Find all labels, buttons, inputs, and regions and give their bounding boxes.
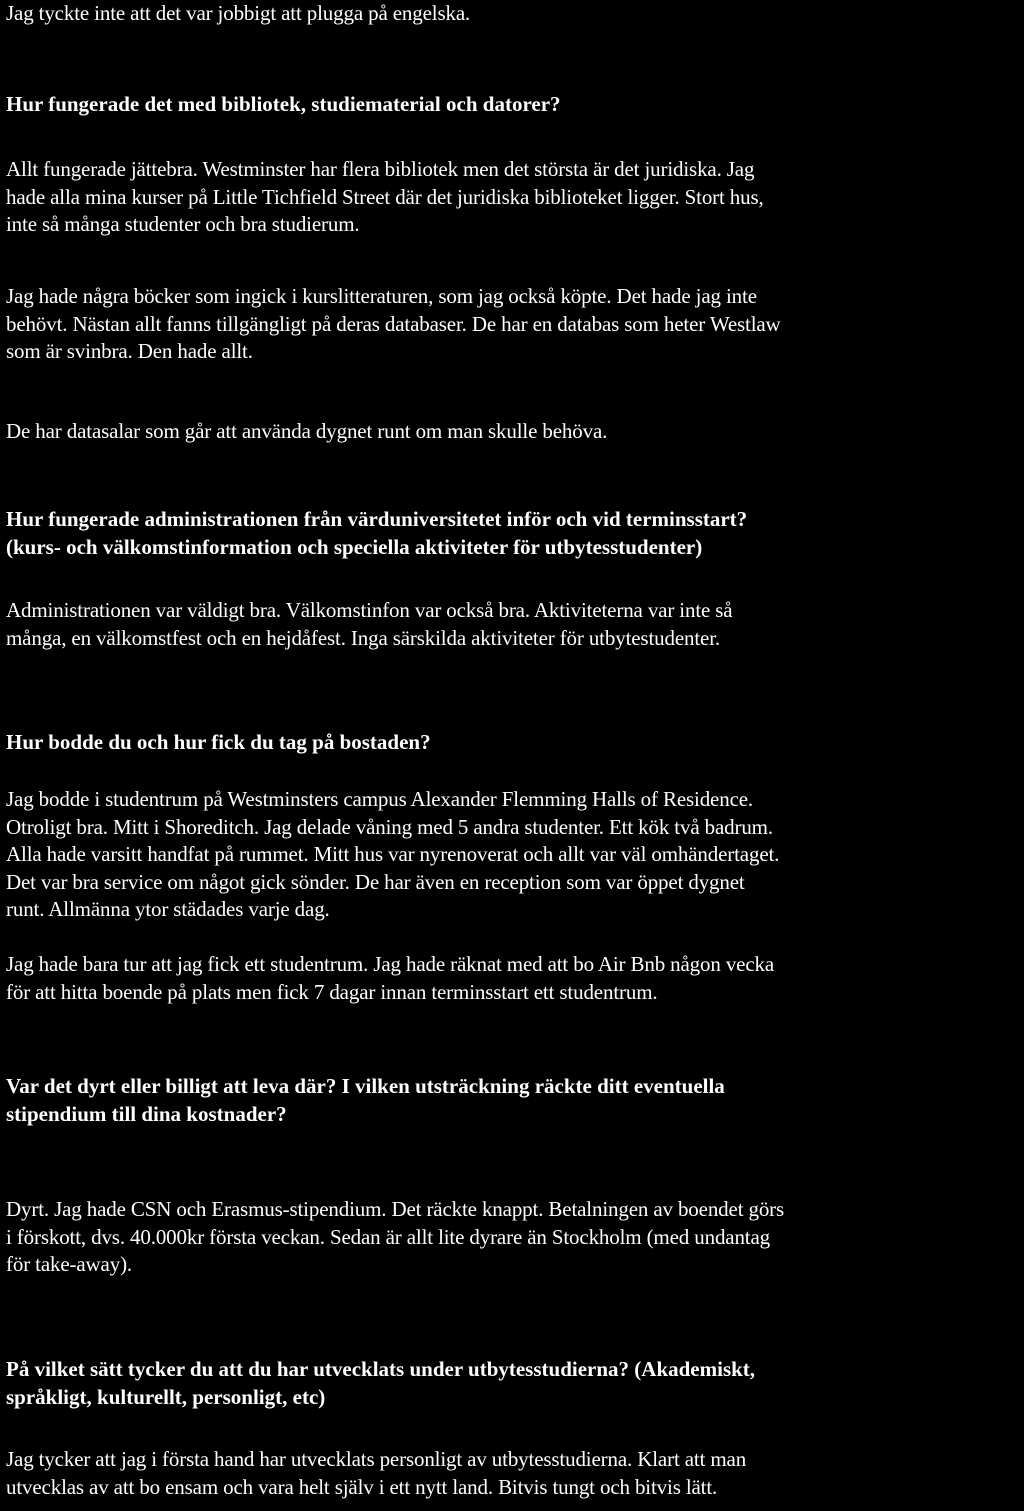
answer-library-paragraph-1: Allt fungerade jättebra. Westminster har flera bibliotek men det största är det juridiska. Jag hade alla mina kurser på Little Tichfield Street där det juridiska biblioteket ligger. Stort hus, inte så många studenter och bra studierum. xyxy=(6,157,764,236)
question-development: På vilket sätt tycker du att du har utvecklats under utbytesstudierna? (Akademiskt, språkligt, kulturellt, personligt, etc) xyxy=(6,1357,756,1409)
intro-paragraph: Jag tyckte inte att det var jobbigt att plugga på engelska. xyxy=(6,1,471,25)
answer-library-paragraph-3: De har datasalar som går att använda dygnet runt om man skulle behöva. xyxy=(6,419,608,443)
answer-library-paragraph-2: Jag hade några böcker som ingick i kurslitteraturen, som jag också köpte. Det hade jag inte behövt. Nästan allt fanns tillgängligt på deras databaser. De har en databas som heter Westlaw som är svinbra. Den hade allt. xyxy=(6,284,781,363)
question-cost-of-living: Var det dyrt eller billigt att leva där? I vilken utsträckning räckte ditt eventuella stipendium till dina kostnader? xyxy=(6,1074,725,1126)
answer-housing-paragraph-1: Jag bodde i studentrum på Westminsters campus Alexander Flemming Halls of Residence. Otroligt bra. Mitt i Shoreditch. Jag delade våning med 5 andra studenter. Ett kök två badrum. Alla hade varsitt handfat på rummet. Mitt hus var nyrenoverat och allt var väl omhändertaget. Det var bra service om något gick sönder. De har även en reception som var öppet dygnet runt. Allmänna ytor städades varje dag. xyxy=(6,787,780,921)
answer-housing-paragraph-2: Jag hade bara tur att jag fick ett studentrum. Jag hade räknat med att bo Air Bnb någon vecka för att hitta boende på plats men fick 7 dagar innan terminsstart ett studentrum. xyxy=(6,952,775,1004)
question-administration: Hur fungerade administrationen från värduniversitetet inför och vid terminsstart? (kurs- och välkomstinformation och speciella aktiviteter för utbytesstudenter) xyxy=(6,507,748,559)
answer-administration: Administrationen var väldigt bra. Välkomstinfon var också bra. Aktiviteterna var inte så många, en välkomstfest och en hejdåfest. Inga särskilda aktiviteter för utbytestudenter. xyxy=(6,598,733,650)
question-housing: Hur bodde du och hur fick du tag på bostaden? xyxy=(6,730,431,754)
answer-cost-of-living: Dyrt. Jag hade CSN och Erasmus-stipendium. Det räckte knappt. Betalningen av boendet görs i förskott, dvs. 40.000kr första veckan. Sedan är allt lite dyrare än Stockholm (med undantag för take-away). xyxy=(6,1197,785,1276)
answer-development: Jag tycker att jag i första hand har utvecklats personligt av utbytesstudierna. Klart att man utvecklas av att bo ensam och vara helt själv i ett nytt land. Bitvis tungt och bitvis lätt. xyxy=(6,1447,747,1499)
question-library: Hur fungerade det med bibliotek, studiematerial och datorer? xyxy=(6,92,561,116)
